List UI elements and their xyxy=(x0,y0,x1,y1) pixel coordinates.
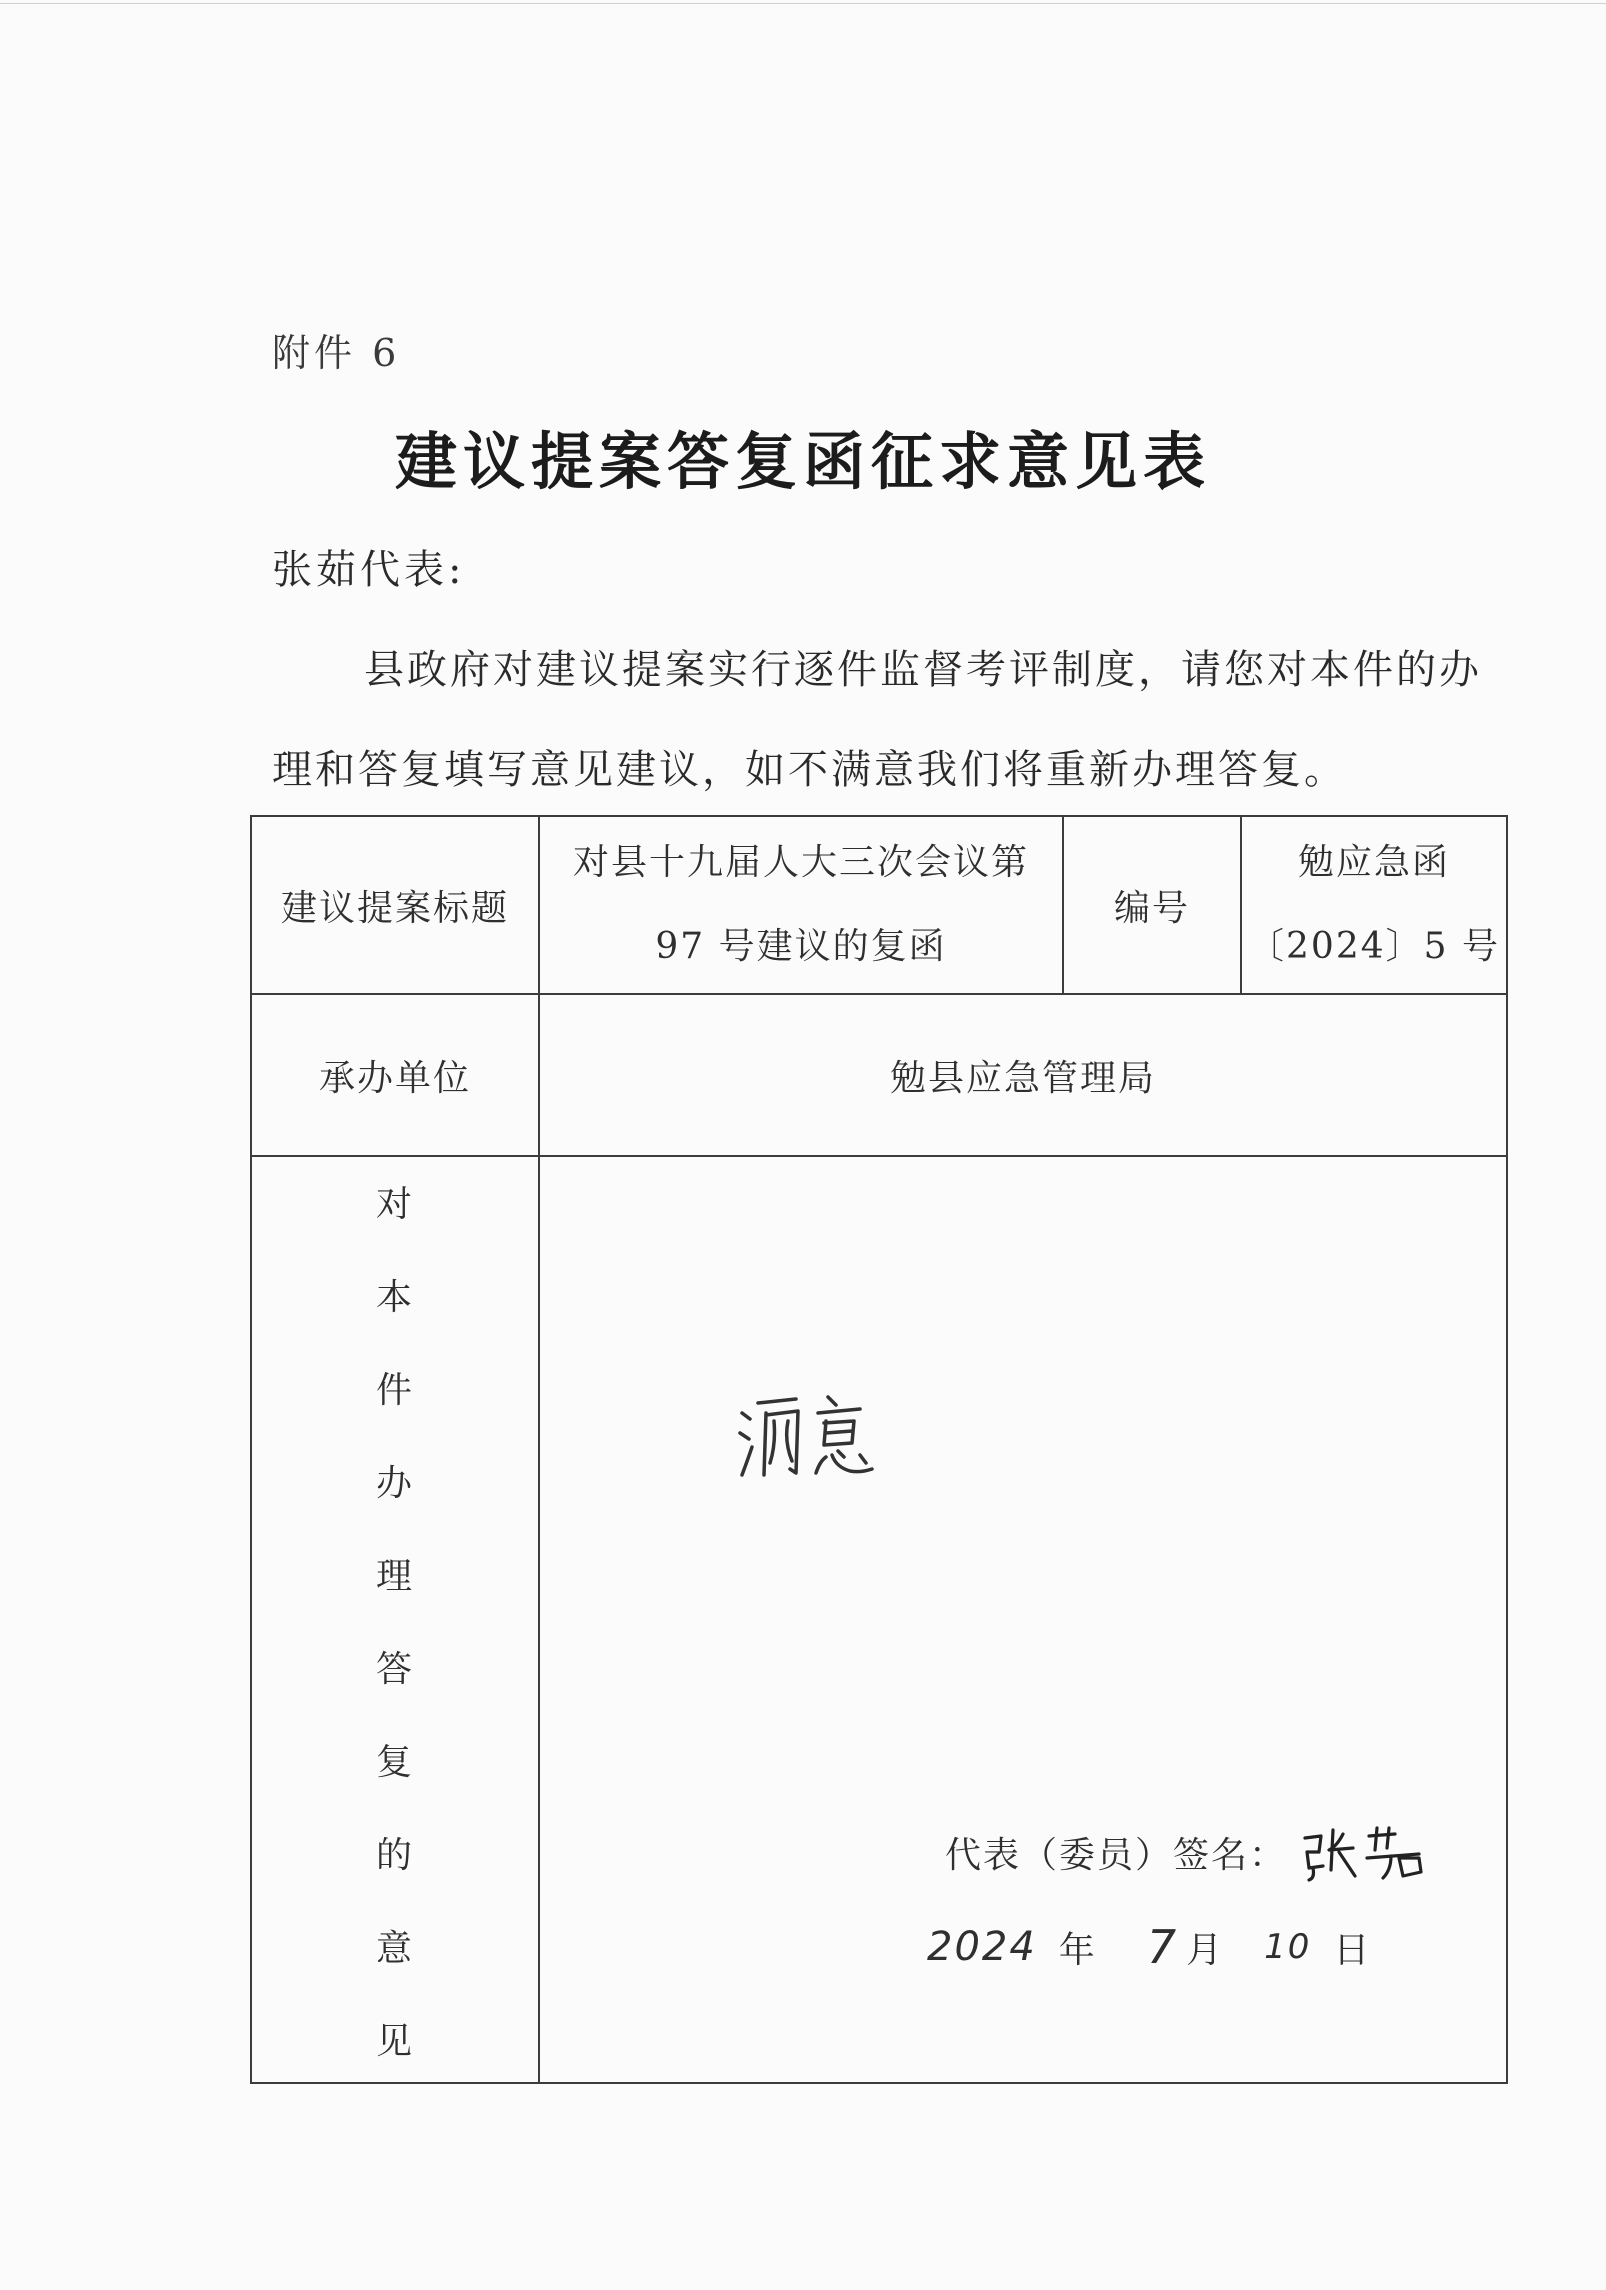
date-year-unit: 年 xyxy=(1058,1929,1097,1971)
number-value-cell xyxy=(1241,816,1507,994)
number-value-line2: 〔2024〕5 号 xyxy=(1248,926,1500,967)
opinion-form-table xyxy=(250,815,1508,2084)
table-row-unit xyxy=(251,994,1507,1156)
unit-label-cell: 承办单位 xyxy=(251,994,539,1156)
opinion-label-char: 理 xyxy=(375,1555,414,1597)
date-year-handwritten: 2024 xyxy=(927,1924,1037,1970)
opinion-label-char: 对 xyxy=(375,1183,414,1225)
handwritten-opinion xyxy=(736,1389,886,1489)
unit-value-cell: 勉县应急管理局 xyxy=(539,994,1507,1156)
opinion-label-char: 件 xyxy=(375,1369,414,1411)
attachment-label: 附件 6 xyxy=(272,331,401,375)
signature-line xyxy=(945,1817,1429,1887)
opinion-label-char: 本 xyxy=(375,1276,414,1318)
opinion-label-char: 的 xyxy=(375,1834,414,1876)
opinion-label-char: 答 xyxy=(375,1648,414,1690)
opinion-label-cell xyxy=(251,1156,539,2083)
page-title: 建议提案答复函征求意见表 xyxy=(394,425,1211,498)
opinion-label-char: 复 xyxy=(375,1741,414,1783)
date-month-handwritten: 7 xyxy=(1146,1920,1179,1974)
number-value-line1: 勉应急函 xyxy=(1297,842,1450,883)
handwritten-signature xyxy=(1299,1822,1429,1882)
date-day-unit: 日 xyxy=(1333,1929,1372,1971)
table-row-title xyxy=(251,816,1507,994)
date-month-unit: 月 xyxy=(1186,1929,1225,1971)
opinion-label-vertical xyxy=(252,1176,538,2064)
title-label-cell: 建议提案标题 xyxy=(251,816,539,994)
signature-label: 代表（委员）签名： xyxy=(945,1834,1288,1876)
title-value-cell xyxy=(539,816,1063,994)
opinion-label-char: 意 xyxy=(375,1927,414,1969)
date-line xyxy=(905,1907,1429,1987)
opinion-label-char: 办 xyxy=(375,1462,414,1504)
page-top-rule xyxy=(0,3,1606,4)
salutation: 张茹代表: xyxy=(272,547,466,593)
number-label-cell: 编号 xyxy=(1063,816,1241,994)
title-value-line1: 对县十九届人大三次会议第 xyxy=(572,842,1029,883)
signature-block xyxy=(927,1817,1429,1987)
date-day-handwritten: 10 xyxy=(1264,1927,1312,1967)
intro-paragraph: 县政府对建议提案实行逐件监督考评制度，请您对本件的办理和答复填写意见建议，如不满意我们将重新办理答复。 xyxy=(272,647,1482,793)
opinion-label-char: 见 xyxy=(375,2020,414,2062)
title-value-line2: 97 号建议的复函 xyxy=(655,926,947,967)
table-row-opinion xyxy=(251,1156,1507,2083)
opinion-input-cell[interactable] xyxy=(539,1156,1507,2083)
